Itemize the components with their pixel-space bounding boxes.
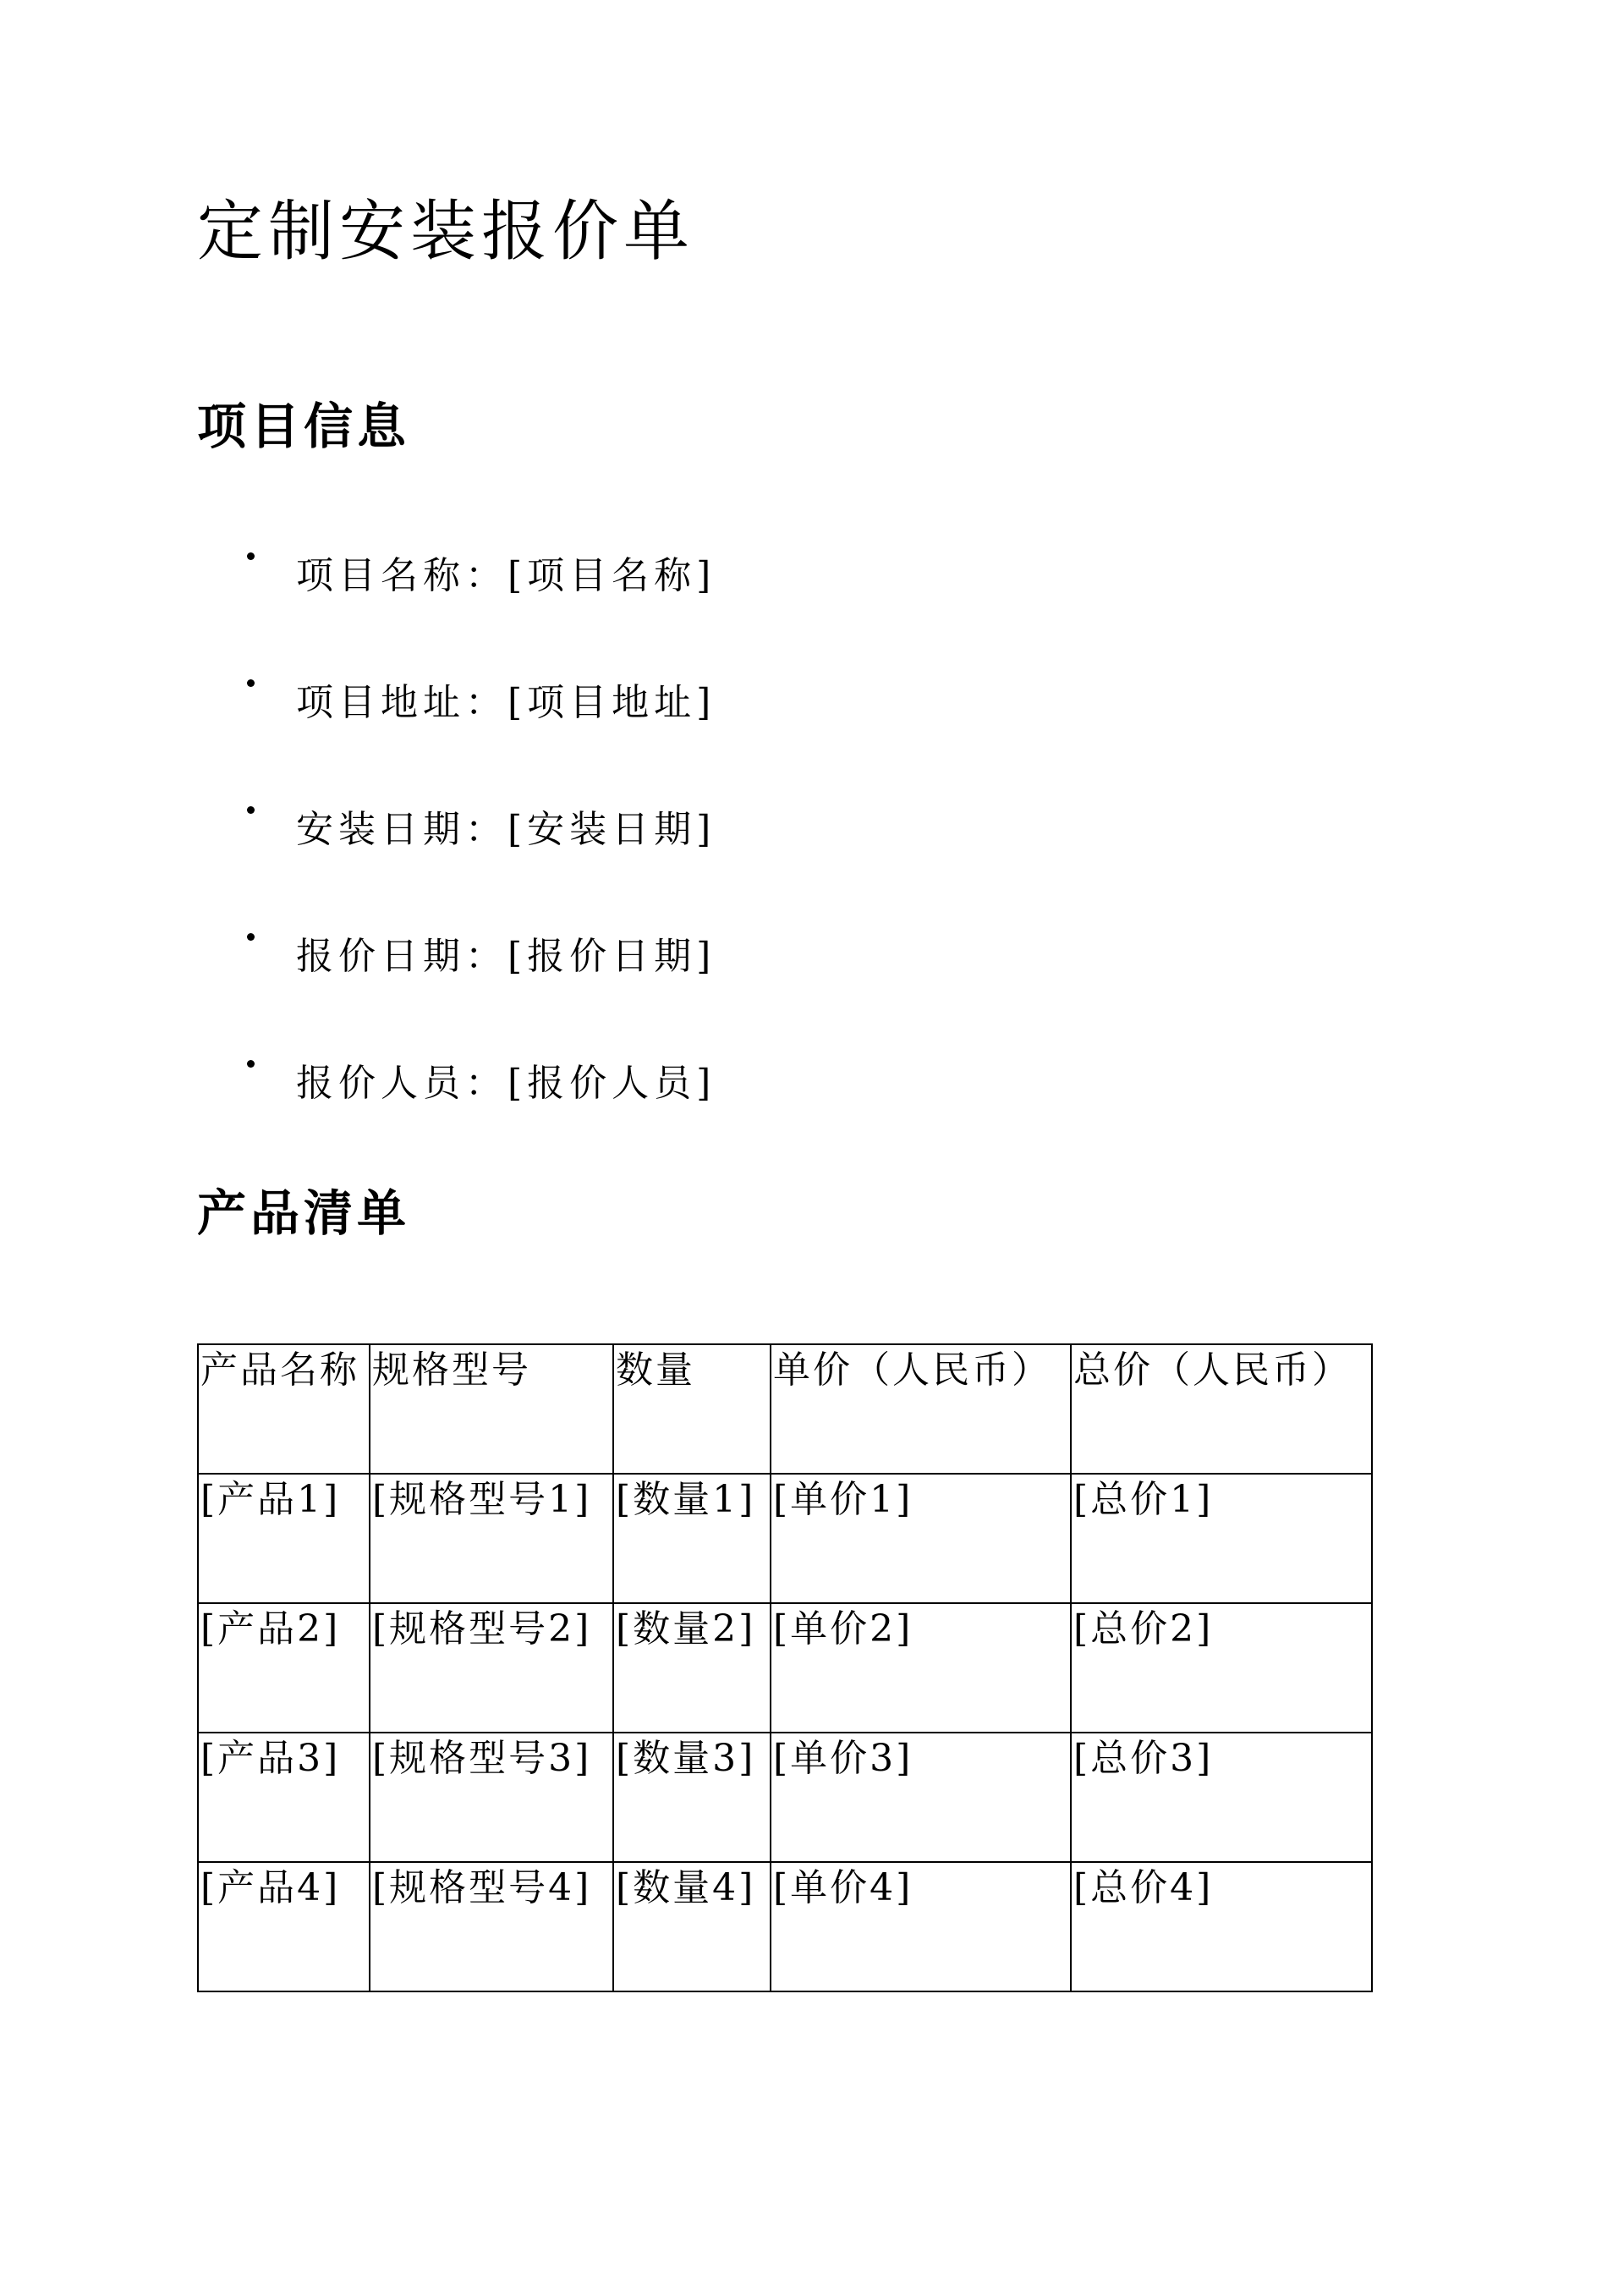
table-cell: [数量1] [613,1474,771,1603]
quote-date-text: 报价日期：[报价日期] [296,935,716,978]
table-cell: [规格型号3] [370,1733,613,1862]
table-row [198,1733,1372,1862]
product-list-heading: 产品清单 [197,1184,411,1242]
bullet-icon [247,552,255,560]
bullet-icon [247,933,255,941]
table-row [198,1862,1372,1991]
column-header-unit-price: 单价（人民币） [771,1344,1071,1474]
table-cell: [产品4] [198,1862,370,1991]
bullet-icon [247,1060,255,1068]
table-cell: [总价3] [1071,1733,1372,1862]
table-cell: [单价2] [771,1603,1071,1733]
table-cell: [单价1] [771,1474,1071,1603]
table-row [198,1603,1372,1733]
bullet-icon [247,679,255,687]
table-cell: [总价4] [1071,1862,1372,1991]
table-cell: [产品3] [198,1733,370,1862]
column-header-total-price: 总价（人民币） [1071,1344,1372,1474]
table-cell: [数量3] [613,1733,771,1862]
project-address-text: 项目地址：[项目地址] [296,681,716,724]
table-cell: [规格型号1] [370,1474,613,1603]
table-cell: [规格型号2] [370,1603,613,1733]
table-cell: [数量2] [613,1603,771,1733]
table-row [198,1474,1372,1603]
table-cell: [规格型号4] [370,1862,613,1991]
column-header-quantity: 数量 [613,1344,771,1474]
document-title: 定制安装报价单 [197,194,695,270]
product-table [197,1343,1373,1992]
project-info-heading: 项目信息 [197,398,411,455]
table-cell: [产品2] [198,1603,370,1733]
table-cell: [数量4] [613,1862,771,1991]
column-header-product-name: 产品名称 [198,1344,370,1474]
bullet-icon [247,806,255,814]
project-name-text: 项目名称：[项目名称] [296,554,716,597]
table-cell: [单价4] [771,1862,1071,1991]
table-cell: [单价3] [771,1733,1071,1862]
table-cell: [总价2] [1071,1603,1372,1733]
install-date-text: 安装日期：[安装日期] [296,808,716,851]
table-cell: [总价1] [1071,1474,1372,1603]
column-header-spec-model: 规格型号 [370,1344,613,1474]
quoter-text: 报价人员：[报价人员] [296,1062,716,1105]
table-cell: [产品1] [198,1474,370,1603]
table-header-row [198,1344,1372,1474]
